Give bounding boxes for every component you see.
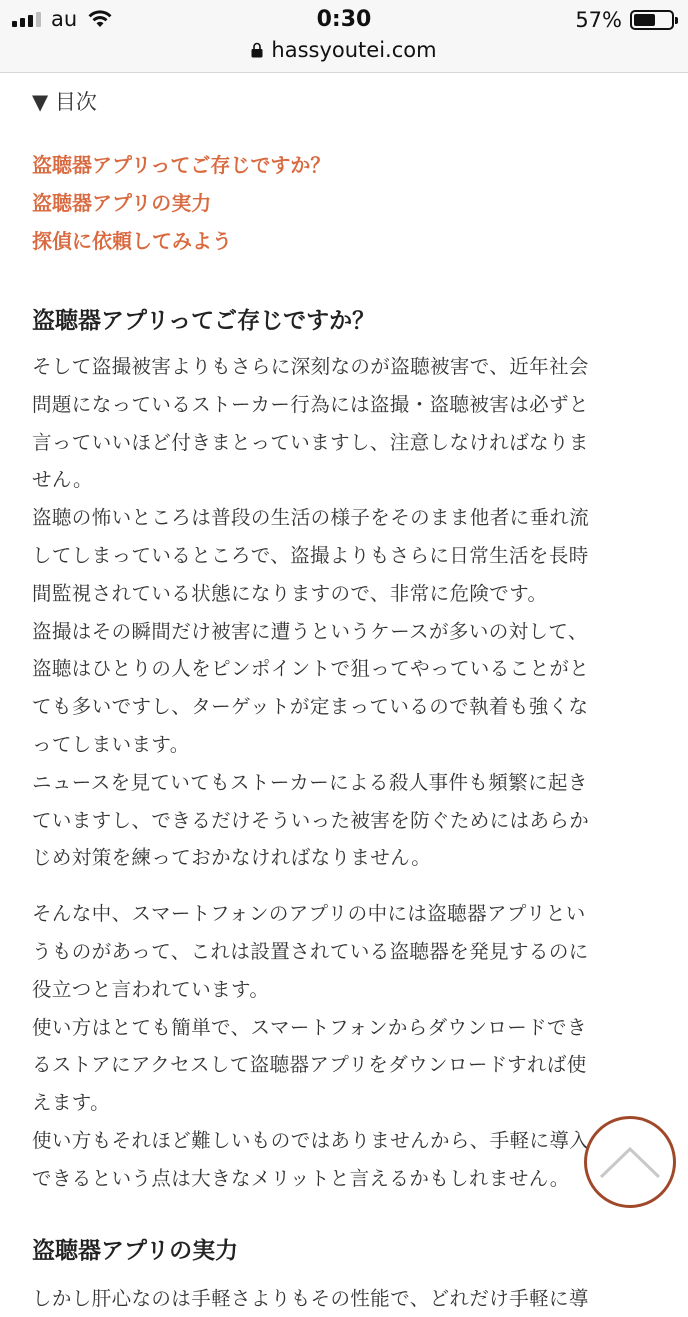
paragraph-line: 間監視されている状態になりますので、非常に危険です。	[32, 581, 548, 605]
paragraph-line: 盗聴はひとりの人をピンポイントで狙ってやっていることがと	[32, 657, 590, 681]
paragraph-line: るストアにアクセスして盗聴器アプリをダウンロードすれば使	[32, 1053, 587, 1077]
section-heading-1: 盗聴器アプリってご存じですか？	[32, 308, 376, 334]
status-right	[575, 8, 674, 32]
section1-paragraph-2	[32, 895, 658, 1197]
paragraph-line: 言っていいほど付きまとっていますし、注意しなければなりま	[32, 430, 589, 454]
battery-icon	[630, 10, 674, 30]
paragraph-line: 盗撮はその瞬間だけ被害に遭うというケースが多いの対して、	[32, 619, 588, 643]
paragraph-line: じめ対策を練っておかなければなりません。	[32, 846, 432, 870]
scroll-to-top-button[interactable]	[584, 1116, 676, 1208]
paragraph-line: 使い方はとても簡単で、スマートフォンからダウンロードでき	[32, 1015, 587, 1039]
paragraph-line: えます。	[32, 1091, 111, 1115]
paragraph-line: ていますし、できるだけそういった被害を防ぐためにはあらか	[32, 808, 590, 832]
toc-link-3[interactable]: 探偵に依頼してみよう	[32, 229, 232, 253]
table-of-contents	[32, 146, 658, 260]
clock: 0:30	[316, 7, 372, 32]
paragraph-line: 使い方もそれほど難しいものではありませんから、手軽に導入	[32, 1128, 590, 1152]
lock-icon	[251, 42, 263, 58]
url-bar[interactable]	[0, 38, 688, 62]
toc-toggle[interactable]	[32, 86, 658, 116]
battery-fill	[634, 14, 655, 26]
paragraph-line: しかし肝心なのは手軽さよりもその性能で、どれだけ手軽に導	[32, 1286, 589, 1310]
paragraph-line: せん。	[32, 468, 93, 492]
section-heading-2: 盗聴器アプリの実力	[32, 1237, 239, 1264]
paragraph-line: できるという点は大きなメリットと言えるかもしれません。	[32, 1166, 570, 1190]
paragraph-line: ってしまいます。	[32, 732, 190, 756]
article-content	[32, 86, 658, 1317]
paragraph-line: ニュースを見ていてもストーカーによる殺人事件も頻繁に起き	[32, 770, 588, 794]
section2-paragraph-1	[32, 1280, 658, 1317]
battery-percent: 57%	[575, 8, 622, 32]
paragraph-line: そして盗撮被害よりもさらに深刻なのが盗聴被害で、近年社会	[32, 355, 589, 378]
status-bar	[0, 0, 688, 73]
carrier-label: au	[51, 7, 78, 31]
paragraph-line: うものがあって、これは設置されている盗聴器を発見するのに	[32, 939, 589, 963]
chevron-up-icon	[597, 1141, 663, 1181]
paragraph-line: ても多いですし、ターゲットが定まっているので執着も強くな	[32, 695, 589, 719]
paragraph-line: 問題になっているストーカー行為には盗撮・盗聴被害は必ずと	[32, 392, 589, 416]
paragraph-line: 盗聴の怖いところは普段の生活の様子をそのまま他者に垂れ流	[32, 506, 590, 530]
paragraph-line: してしまっているところで、盗撮よりもさらに日常生活を長時	[32, 543, 589, 567]
paragraph-line: そんな中、スマートフォンのアプリの中には盗聴器アプリとい	[32, 902, 586, 926]
toc-link-2[interactable]: 盗聴器アプリの実力	[32, 191, 212, 215]
paragraph-line: 役立つと言われています。	[32, 977, 270, 1001]
toc-link-1[interactable]: 盗聴器アプリってご存じですか？	[32, 153, 331, 177]
section1-paragraph-1	[32, 348, 658, 877]
toc-toggle-label: ▼ 目次	[32, 90, 97, 114]
url-text: hassyoutei.com	[271, 38, 437, 62]
